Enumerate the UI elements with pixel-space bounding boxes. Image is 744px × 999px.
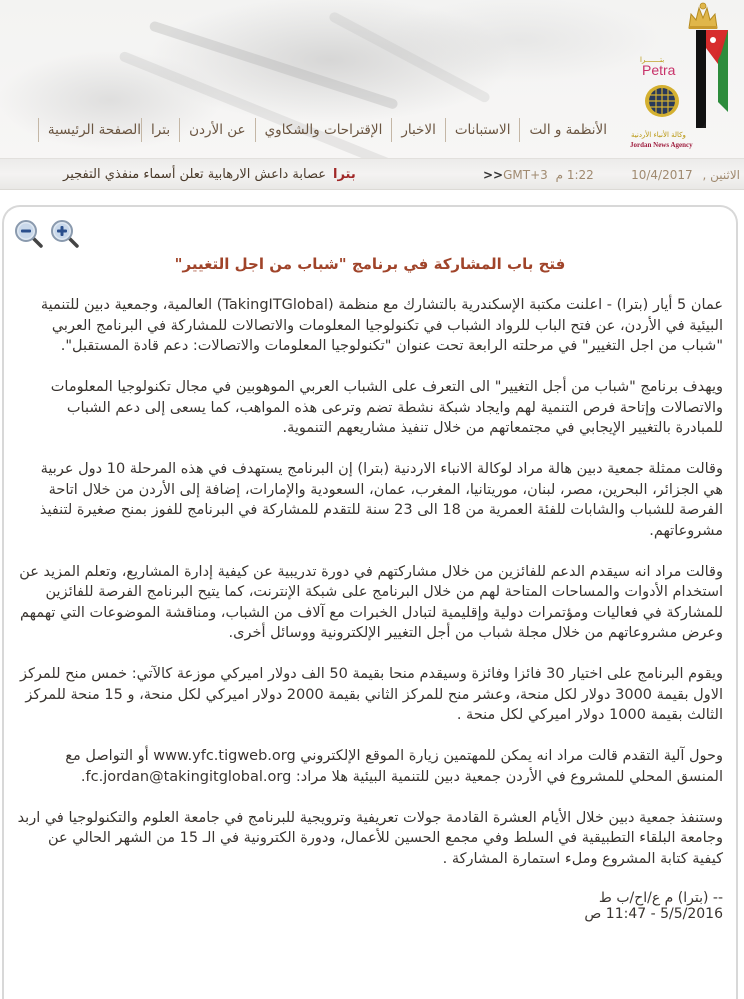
nav-item-suggestions-complaints[interactable]: الإقتراحات والشكاوي bbox=[255, 118, 392, 142]
text-zoom-tools bbox=[14, 219, 80, 249]
nav-item-about-jordan[interactable]: عن الأردن bbox=[179, 118, 255, 142]
ticker-timezone: GMT+3 bbox=[503, 168, 548, 182]
ticker-prev-arrows[interactable]: >> bbox=[483, 168, 504, 182]
article-paragraph: وحول آلية التقدم قالت مراد انه يمكن للمهتمين زيارة الموقع الإلكتروني www.yfc.tigweb.org أو التواصل مع المنسق المحلي للمشروع في الأردن جمعية دبين للتنمية البيئية هلا مراد: fc.jordan@takingitglobal.org. bbox=[65, 748, 723, 785]
crown-icon bbox=[686, 2, 720, 30]
article-panel bbox=[2, 205, 738, 999]
agency-name-arabic: وكالة الأنباء الأردنية bbox=[631, 131, 686, 139]
article-paragraph: ويقوم البرنامج على اختيار 30 فائزا وفائزة وسيقدم منحا بقيمة 50 الف دولار اميركي موزعة كالآتي: خمس منح للمركز الاول بقيمة 3000 دولار لكل منحة، وعشر منح للمركز الثاني بقيمة 2000 دولار اميركي لكل منحة، و 15 منحة للمركز الثالث بقيمة 1000 دولار اميركي لكل منحة . bbox=[20, 666, 723, 723]
article-paragraph: ويهدف برنامج "شباب من أجل التغيير" الى التعرف على الشباب العربي الموهوبين في مجال تكنولوجيا المعلومات والاتصالات وإتاحة فرص التنمية لهم وايجاد شبكة نشطة تضم وترعى هذه المواهب، كما يسعى إلى دعم الشباب للمبادرة بالتغيير الإيجابي في مجتمعاتهم من خلال تنفيذ مشاريعهم التنموية. bbox=[50, 379, 723, 436]
ticker-date-value: 10/4/2017 bbox=[631, 168, 693, 182]
brand-latin: Petra bbox=[642, 62, 676, 78]
jordan-flag-icon bbox=[696, 30, 728, 128]
site-header bbox=[0, 0, 744, 158]
article-paragraph: وقالت مراد انه سيقدم الدعم للفائزين من خلال مشاركتهم في دورة تدريبية عن كيفية إدارة المشاريع، وتعلم المزيد عن استخدام الأدوات والمساحات المتاحة لهم من خلال البرنامج على شبكة الإنترنت، كما يتيح البرنامج الفرصة للفائزين للمشاركة في فعاليات ومؤتمرات دولية وإقليمية لتبادل الخبرات مع آلاف من الشباب، ومناقشة الموضوعات التي تهمهم وعرض مشروعاتهم من خلال مجلة شباب من أجل التغيير الإلكترونية ووسائل أخرى. bbox=[19, 563, 723, 641]
nav-item-news[interactable]: الاخبار bbox=[391, 118, 445, 142]
ticker-time-group bbox=[483, 168, 594, 182]
globe-icon bbox=[644, 84, 680, 118]
zoom-out-button[interactable] bbox=[14, 219, 44, 249]
article-signature bbox=[17, 890, 723, 922]
zoom-in-icon bbox=[50, 219, 80, 249]
main-nav bbox=[38, 118, 616, 142]
zoom-in-button[interactable] bbox=[50, 219, 80, 249]
news-ticker-bar bbox=[0, 158, 744, 190]
ticker-time: 1:22 م bbox=[555, 168, 594, 182]
article-paragraph: عمان 5 أيار (بترا) - اعلنت مكتبة الإسكندرية بالتشارك مع منظمة (TakingITGlobal) العالمية، وجمعية دبين للتنمية البيئية في الأردن، عن فتح الباب للرواد الشباب في تكنولوجيا المعلومات والاتصالات للمشاركة في البرنامج العربي "شباب من اجل التغيير" في مرحلته الرابعة تحت عنوان "تكنولوجيا المعلومات والاتصالات: دعم قادة المستقبل". bbox=[40, 297, 723, 354]
article-paragraph: وستنفذ جمعية دبين خلال الأيام العشرة القادمة جولات تعريفية وترويجية للبرنامج في جامعة العلوم والتكنولوجيا في اربد وجامعة البلقاء التطبيقية في السلط وفي مجمع الحسين للأعمال، ودورة الكترونية في الـ 15 من الشهر الحالي عن كيفية كتابة المشروع وملء استمارة المشاركة . bbox=[17, 809, 723, 867]
zoom-out-icon bbox=[14, 219, 44, 249]
nav-item-petra[interactable]: بترا bbox=[141, 118, 179, 142]
ticker-source: بترا bbox=[333, 167, 356, 182]
agency-name-english: Jordan News Agency bbox=[630, 141, 693, 149]
ticker-day: الاثنين , bbox=[702, 168, 740, 182]
nav-item-home[interactable]: الصفحة الرئيسية bbox=[38, 118, 141, 142]
nav-item-regulations[interactable]: الأنظمة و الت bbox=[519, 118, 616, 142]
article-body bbox=[17, 295, 723, 922]
petra-logo[interactable] bbox=[626, 2, 736, 152]
brand-arabic: بتـــــــرا bbox=[640, 56, 665, 64]
ticker-date bbox=[631, 168, 740, 182]
ticker-headline-link[interactable]: عصابة داعش الارهابية تعلن أسماء منفذي التفجير bbox=[63, 167, 326, 182]
article-title: فتح باب المشاركة في برنامج "شباب من اجل التغيير" bbox=[174, 255, 566, 273]
article-paragraph: وقالت ممثلة جمعية دبين هالة مراد لوكالة الانباء الاردنية (بترا) إن البرنامج يستهدف في هذه المرحلة 10 دول عربية هي الجزائر، البحرين، مصر، لبنان، موريتانيا، المغرب، عمان، السعودية والإمارات، إضافة إلى الأردن من خلال اتاحة الفرصة للشباب والشابات للفئة العمرية من 18 الى 23 سنة للتقدم للمشاركة في البرنامج للفوز بمنح صغيرة لتنفيذ مشروعاتهم. bbox=[39, 461, 723, 539]
nav-item-surveys[interactable]: الاستبانات bbox=[445, 118, 520, 142]
signature-source: -- (بترا) م ع/اح/ب ط bbox=[598, 889, 723, 906]
signature-timestamp: 5/5/2016 - 11:47 ص bbox=[584, 905, 723, 922]
